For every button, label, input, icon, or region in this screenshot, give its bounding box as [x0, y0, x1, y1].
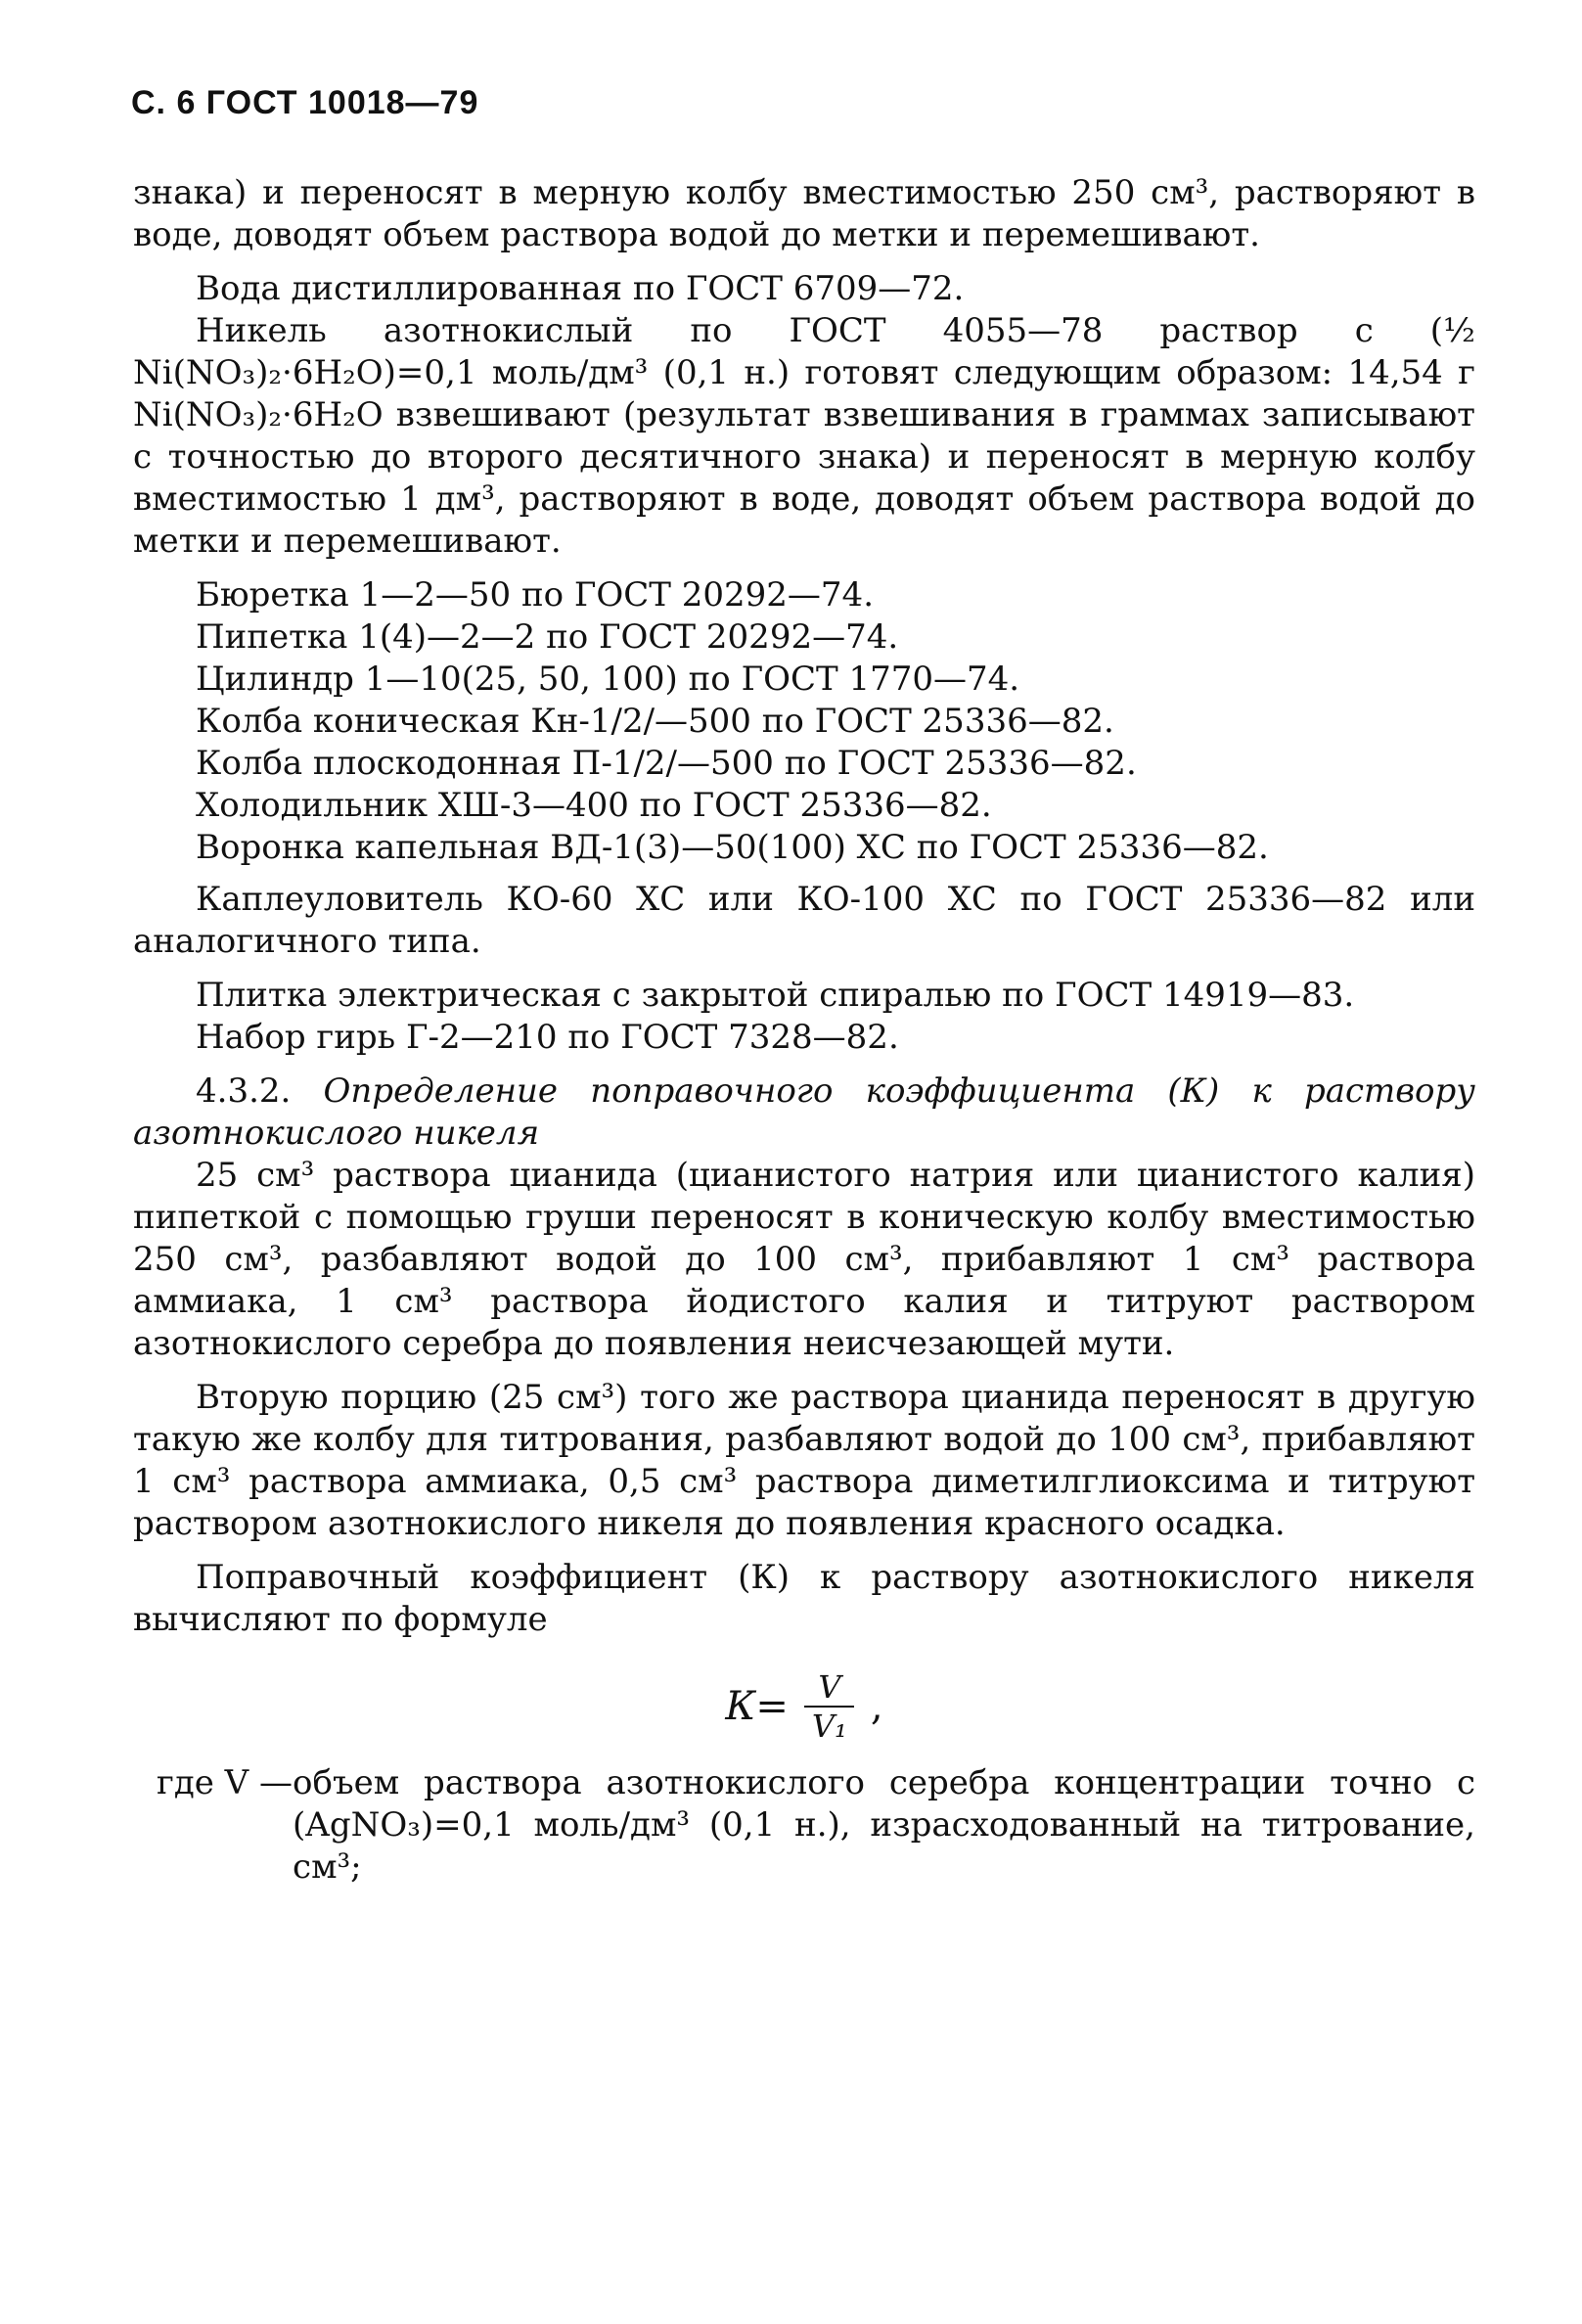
paragraph-water: Вода дистиллированная по ГОСТ 6709—72. — [196, 269, 965, 308]
paragraph-continuation: знака) и переносят в мерную колбу вместимостью 250 см³, растворяют в воде, доводят объем раствора водой до метки и перемешивают. — [133, 173, 1475, 254]
paragraph-formula-intro: Поправочный коэффициент (К) к раствору азотнокислого никеля вычисляют по формуле — [133, 1558, 1475, 1639]
equipment-item: Цилиндр 1—10(25, 50, 100) по ГОСТ 1770—74. — [196, 660, 1020, 699]
equipment-item: Бюретка 1—2—50 по ГОСТ 20292—74. — [196, 575, 874, 615]
variable-lead: где V — — [157, 1763, 294, 1802]
equipment-list — [133, 574, 1475, 869]
formula — [133, 1668, 1475, 1745]
variable-definition — [133, 1762, 1475, 1889]
formula-denominator: V₁ — [811, 1708, 847, 1745]
page-header: С. 6 ГОСТ 10018—79 — [131, 84, 479, 121]
paragraph-weights: Набор гирь Г-2—210 по ГОСТ 7328—82. — [196, 1018, 899, 1057]
paragraph-nickel-solution: Никель азотнокислый по ГОСТ 4055—78 раствор с (½ Ni(NO₃)₂·6H₂O)=0,1 моль/дм³ (0,1 н.) готовят следующим образом: 14,54 г Ni(NO₃)₂·6H₂O взвешивают (результат взвешивания в граммах записывают с точностью до второго десятичного знака) и переносят в мерную колбу вместимостью 1 дм³, растворяют в воде, доводят объем раствора водой до метки и перемешивают. — [133, 311, 1475, 561]
equipment-item: Пипетка 1(4)—2—2 по ГОСТ 20292—74. — [196, 617, 899, 657]
paragraph-hotplate: Плитка электрическая с закрытой спиралью по ГОСТ 14919—83. — [196, 976, 1355, 1015]
section-heading — [133, 1071, 1475, 1155]
formula-tail: , — [870, 1683, 883, 1729]
section-number: 4.3.2. — [196, 1071, 292, 1111]
equipment-item: Колба плоскодонная П-1/2/—500 по ГОСТ 25336—82. — [196, 744, 1137, 783]
paragraph-drop-catcher: Каплеуловитель КО-60 ХС или КО-100 ХС по ГОСТ 25336—82 или аналогичного типа. — [133, 880, 1475, 961]
equipment-item: Колба коническая Кн-1/2/—500 по ГОСТ 25336—82. — [196, 702, 1114, 741]
formula-lhs: К= — [725, 1683, 789, 1729]
equipment-item: Холодильник ХШ-3—400 по ГОСТ 25336—82. — [196, 786, 992, 825]
equipment-item: Воронка капельная ВД-1(3)—50(100) ХС по ГОСТ 25336—82. — [196, 828, 1269, 867]
paragraph-second-titration: Вторую порцию (25 см³) того же раствора цианида переносят в другую такую же колбу для титрования, разбавляют водой до 100 см³, прибавляют 1 см³ раствора аммиака, 0,5 см³ раствора диметилглиоксима и титруют раствором азотнокислого никеля до появления красного осадка. — [133, 1378, 1475, 1543]
section-title: Определение поправочного коэффициента (К) к раствору азотнокислого никеля — [133, 1071, 1476, 1153]
formula-fraction — [798, 1668, 861, 1745]
document-body — [133, 172, 1475, 1889]
formula-numerator: V — [804, 1668, 854, 1708]
variable-definition-text: объем раствора азотнокислого серебра концентрации точно с (AgNO₃)=0,1 моль/дм³ (0,1 н.), израсходованный на титрование, см³; — [293, 1763, 1475, 1887]
paragraph-first-titration: 25 см³ раствора цианида (цианистого натрия или цианистого калия) пипеткой с помощью груши переносят в коническую колбу вместимостью 250 см³, разбавляют водой до 100 см³, прибавляют 1 см³ раствора аммиака, 1 см³ раствора йодистого калия и титруют раствором азотнокислого серебра до появления неисчезающей мути. — [133, 1156, 1475, 1363]
